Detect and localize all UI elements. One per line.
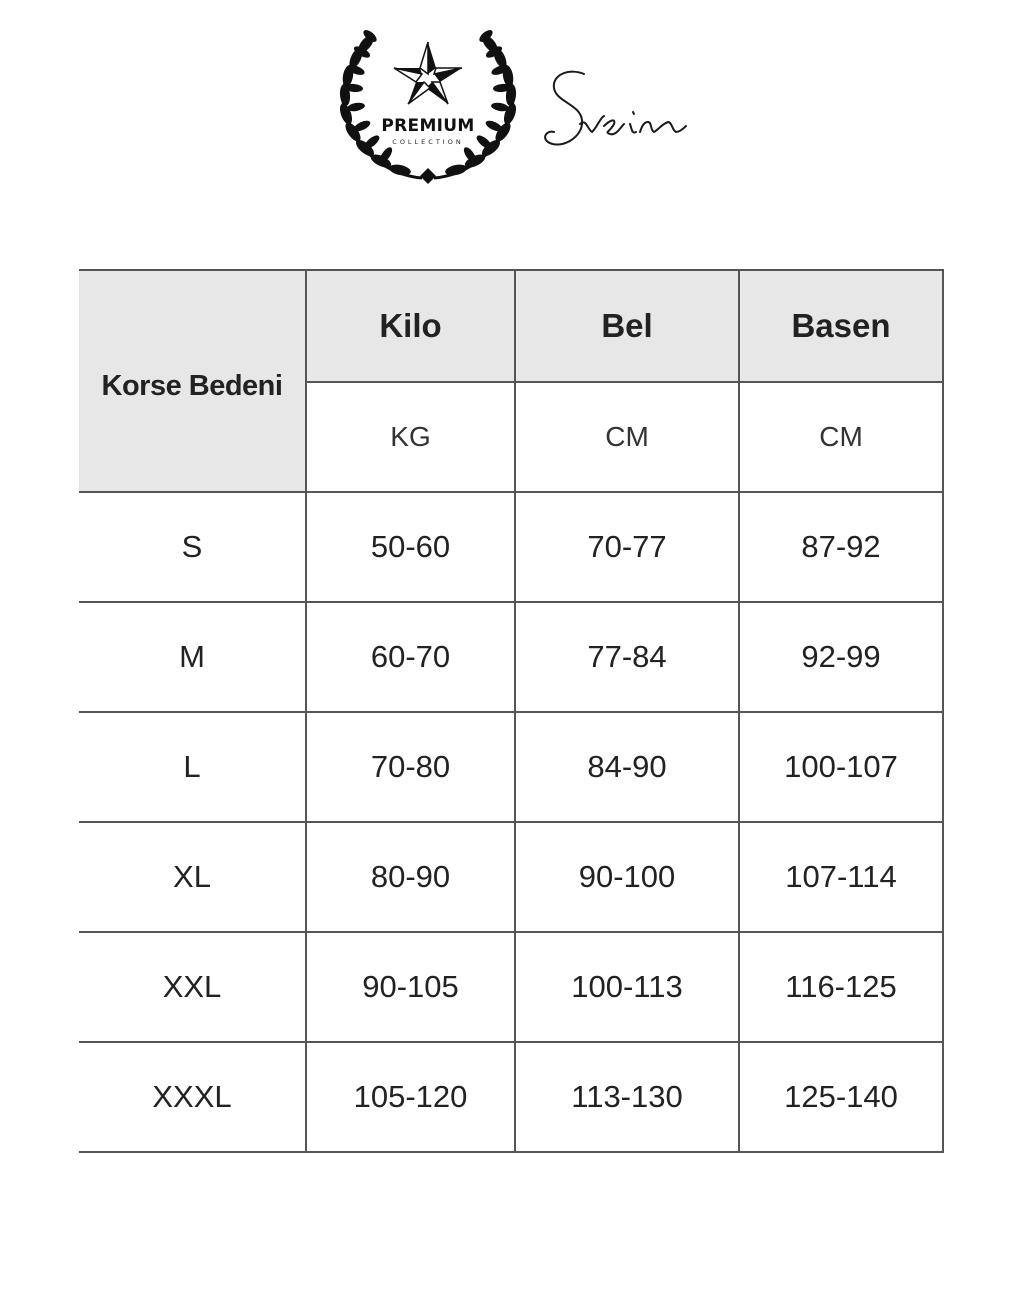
unit-basen: CM (739, 382, 943, 492)
table-row (79, 822, 943, 932)
brand-header (330, 30, 710, 190)
bel-value: 70-77 (515, 492, 739, 602)
laurel-wreath-icon (330, 30, 526, 186)
bel-value: 113-130 (515, 1042, 739, 1152)
kilo-value: 90-105 (306, 932, 515, 1042)
size-label: XL (79, 822, 306, 932)
column-header-kilo: Kilo (306, 270, 515, 382)
badge-title: PREMIUM (381, 116, 475, 136)
table-row (79, 492, 943, 602)
bel-value: 77-84 (515, 602, 739, 712)
column-header-bel: Bel (515, 270, 739, 382)
column-header-basen: Basen (739, 270, 943, 382)
table-row (79, 602, 943, 712)
table-row (79, 932, 943, 1042)
size-label: XXL (79, 932, 306, 1042)
kilo-value: 60-70 (306, 602, 515, 712)
corner-header: Korse Bedeni (79, 270, 306, 492)
signature-svein (540, 60, 700, 170)
kilo-value: 70-80 (306, 712, 515, 822)
kilo-value: 80-90 (306, 822, 515, 932)
kilo-value: 50-60 (306, 492, 515, 602)
size-label: M (79, 602, 306, 712)
basen-value: 107-114 (739, 822, 943, 932)
kilo-value: 105-120 (306, 1042, 515, 1152)
basen-value: 100-107 (739, 712, 943, 822)
unit-bel: CM (515, 382, 739, 492)
basen-value: 116-125 (739, 932, 943, 1042)
bel-value: 84-90 (515, 712, 739, 822)
bel-value: 90-100 (515, 822, 739, 932)
premium-collection-badge (330, 30, 526, 186)
unit-kilo: KG (306, 382, 515, 492)
size-label: L (79, 712, 306, 822)
size-label: S (79, 492, 306, 602)
basen-value: 125-140 (739, 1042, 943, 1152)
size-chart-table (79, 269, 944, 1153)
bel-value: 100-113 (515, 932, 739, 1042)
basen-value: 87-92 (739, 492, 943, 602)
nautical-star-icon (394, 42, 462, 104)
table-row (79, 712, 943, 822)
badge-subtitle: COLLECTION (392, 138, 464, 146)
basen-value: 92-99 (739, 602, 943, 712)
header-row (79, 270, 943, 382)
size-label: XXXL (79, 1042, 306, 1152)
table-row (79, 1042, 943, 1152)
